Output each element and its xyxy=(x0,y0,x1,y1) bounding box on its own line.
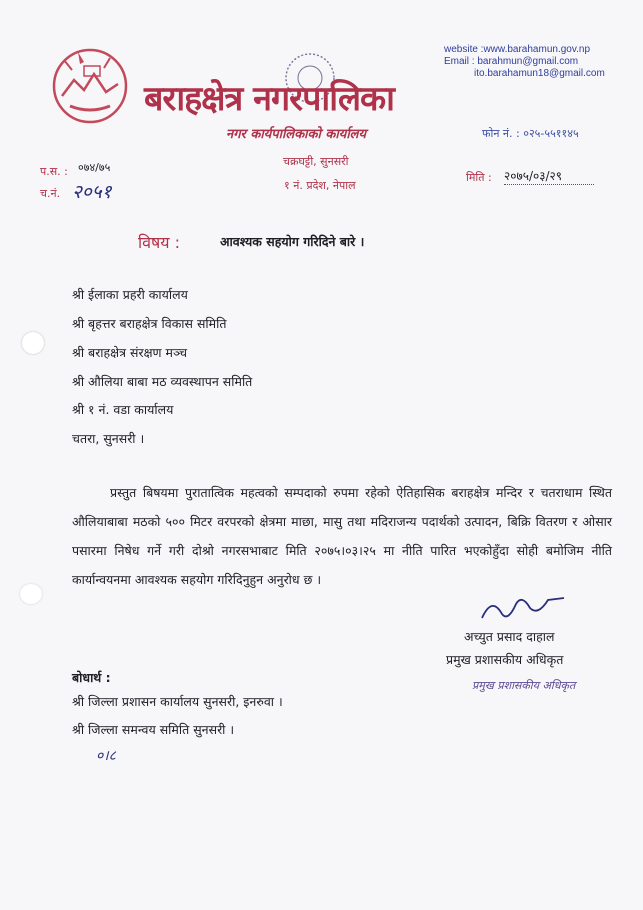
address-line1: चक्रघट्टी, सुनसरी xyxy=(283,155,349,168)
recipient-4: श्री औलिया बाबा मठ व्यवस्थापन समिति xyxy=(72,374,253,389)
phone-text: फोन नं. : ०२५-५५११४५ xyxy=(482,127,579,140)
signatory-title: प्रमुख प्रशासकीय अधिकृत xyxy=(446,652,564,667)
office-name: नगर कार्यपालिकाको कार्यालय xyxy=(226,127,367,142)
cc-label: बोधार्थ : xyxy=(72,670,111,685)
subject-label: विषय : xyxy=(138,233,181,252)
date-value: २०७५/०३/२९ xyxy=(504,167,594,185)
subject-text: आवश्यक सहयोग गरिदिने बारे । xyxy=(220,234,365,249)
email-secondary-text: ito.barahamun18@gmail.com xyxy=(474,68,605,79)
recipient-5: श्री १ नं. वडा कार्यालय xyxy=(72,402,174,417)
recipient-1: श्री ईलाका प्रहरी कार्यालय xyxy=(72,287,188,302)
recipient-2: श्री बृहत्तर बराहक्षेत्र विकास समिति xyxy=(72,316,227,331)
recipient-6: चतरा, सुनसरी । xyxy=(72,431,145,446)
cn-value: २०५१ xyxy=(72,181,112,203)
cn-label: च.नं. xyxy=(40,187,61,200)
signatory-stamp: प्रमुख प्रशासकीय अधिकृत xyxy=(472,679,576,692)
address-line2: १ नं. प्रदेश, नेपाल xyxy=(284,179,356,192)
nepal-emblem-icon xyxy=(40,40,140,130)
handwritten-note: ०।८ xyxy=(96,748,116,764)
ps-value: ०७४/७५ xyxy=(78,161,111,174)
ps-label: प.स. : xyxy=(40,165,68,178)
signature-icon xyxy=(478,590,568,626)
letter-body: प्रस्तुत बिषयमा पुरातात्विक महत्वको सम्पदाको रुपमा रहेको ऐतिहासिक बराहक्षेत्र मन्दिर र चतराधाम स्थित औलियाबाबा मठको ५०० मिटर वरपरको क्षेत्रमा माछा, मासु तथा मदिराजन्य पदार्थको उत्पादन, बिक्रि वितरण र ओसार पसारमा निषेध गर्ने गरी दोश्रो नगरसभाबाट मिति २०७५।०३।२५ मा नीति पारित भएकोहुँदा सोही बमोजिम नीति कार्यान्वयनमा आवश्यक सहयोग गरिदिनुहुन अनुरोध छ । xyxy=(72,485,612,587)
org-name: बराहक्षेत्र नगरपालिका xyxy=(144,79,394,119)
website-text: website :www.barahamun.gov.np xyxy=(444,44,591,55)
signatory-name: अच्युत प्रसाद दाहाल xyxy=(464,629,555,644)
recipient-3: श्री बराहक्षेत्र संरक्षण मञ्च xyxy=(72,345,188,360)
cc-item-1: श्री जिल्ला प्रशासन कार्यालय सुनसरी, इनरुवा । xyxy=(72,694,283,709)
cc-item-2: श्री जिल्ला समन्वय समिति सुनसरी । xyxy=(72,722,235,737)
email-text: Email : barahmun@gmail.com xyxy=(444,56,579,67)
punch-hole xyxy=(20,584,42,604)
date-label: मिति : xyxy=(466,171,492,184)
punch-hole xyxy=(22,332,44,354)
